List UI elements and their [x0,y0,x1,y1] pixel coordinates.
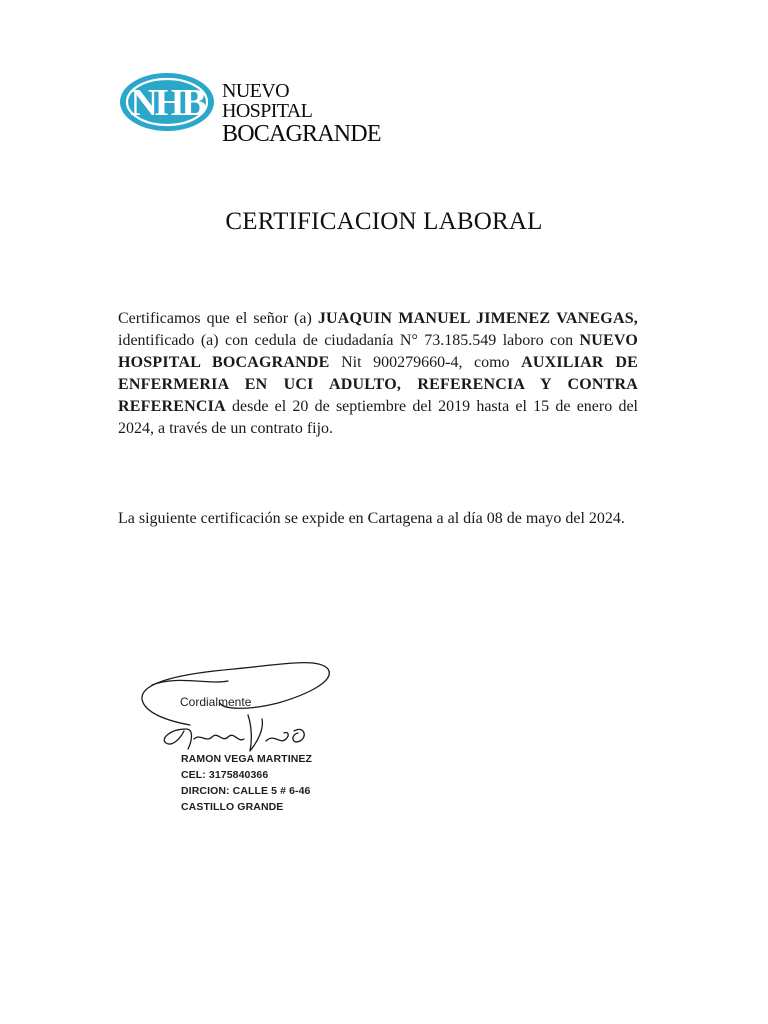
issuance-paragraph: La siguiente certificación se expide en Cartagena a al día 08 de mayo del 2024. [118,510,625,527]
logo-line-1: NUEVO HOSPITAL [222,80,313,122]
p1-text-4: desde el 20 de septiembre del 2019 hasta el 15 de enero del 2024, a través de un contrato fijo. [118,398,638,437]
signatory-phone: CEL: 3175840366 [181,769,269,781]
svg-text:NHB: NHB [130,82,204,124]
employee-name: JUAQUIN MANUEL JIMENEZ VANEGAS, [317,310,638,327]
signatory-info [181,751,312,815]
closing-salutation: Cordialmente [180,695,252,709]
certification-paragraph [118,308,638,440]
employer-name: NUEVO HOSPITAL BOCAGRANDE [118,332,638,371]
p1-text-3: Nit 900279660-4, como [329,354,522,371]
signatory-district: CASTILLO GRANDE [181,801,284,813]
handwritten-signature [138,655,378,765]
hospital-logo-icon [118,66,220,138]
hospital-logo-text [222,81,381,146]
signatory-name: RAMON VEGA MARTINEZ [181,753,313,765]
signatory-address: DIRCION: CALLE 5 # 6-46 [181,785,311,797]
p1-text-1: Certificamos que el señor (a) [118,310,318,327]
p1-text-2: identificado (a) con cedula de ciudadanía N° 73.185.549 laboro con [118,332,580,349]
hospital-logo [118,66,381,147]
signature-block [138,655,378,825]
job-position: AUXILIAR DE ENFERMERIA EN UCI ADULTO, REFERENCIA Y CONTRA REFERENCIA [118,354,638,415]
logo-line-2: BOCAGRANDE [222,121,381,147]
document-title: CERTIFICACION LABORAL [225,208,543,235]
